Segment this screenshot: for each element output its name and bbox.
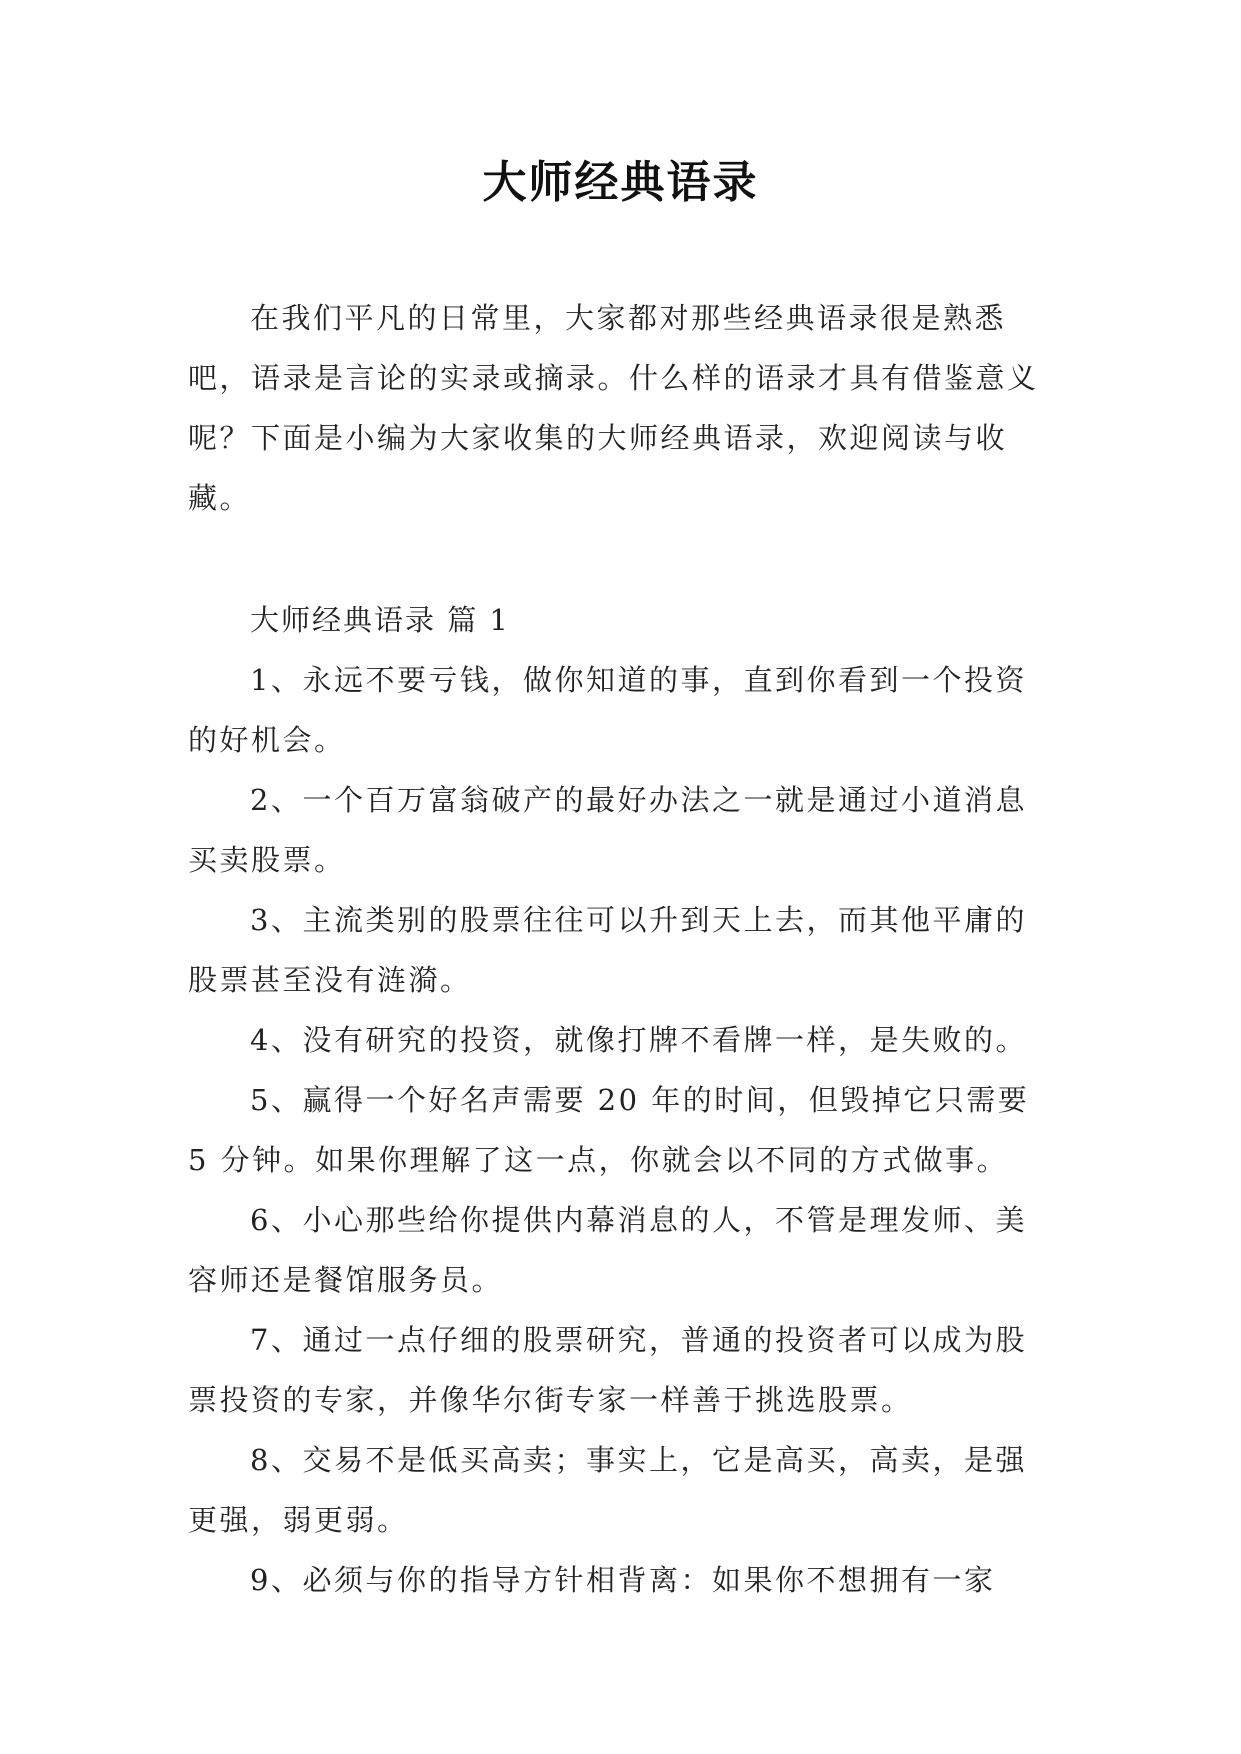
quote-item-2: 2、一个百万富翁破产的最好办法之一就是通过小道消息买卖股票。 <box>188 783 1027 877</box>
document-body <box>188 288 1048 1610</box>
section-heading: 大师经典语录 篇 1 <box>250 603 510 637</box>
quote-item-1: 1、永远不要亏钱，做你知道的事，直到你看到一个投资的好机会。 <box>188 663 1027 757</box>
quote-item-8: 8、交易不是低买高卖；事实上，它是高买，高卖，是强更强，弱更弱。 <box>188 1443 1027 1537</box>
quote-item-5: 5、赢得一个好名声需要 20 年的时间，但毁掉它只需要 5 分钟。如果你理解了这一点，你就会以不同的方式做事。 <box>188 1083 1030 1177</box>
quote-item-3: 3、主流类别的股票往往可以升到天上去，而其他平庸的股票甚至没有涟漪。 <box>188 903 1027 997</box>
intro-paragraph: 在我们平凡的日常里，大家都对那些经典语录很是熟悉吧，语录是言论的实录或摘录。什么样的语录才具有借鉴意义呢？下面是小编为大家收集的大师经典语录，欢迎阅读与收藏。 <box>188 301 1039 515</box>
quote-item-4: 4、没有研究的投资，就像打牌不看牌一样，是失败的。 <box>250 1023 1027 1057</box>
quote-item-6: 6、小心那些给你提供内幕消息的人，不管是理发师、美容师还是餐馆服务员。 <box>188 1203 1027 1297</box>
quote-item-9: 9、必须与你的指导方针相背离：如果你不想拥有一家 <box>250 1563 996 1597</box>
document-title: 大师经典语录 <box>482 157 759 208</box>
quote-item-7: 7、通过一点仔细的股票研究，普通的投资者可以成为股票投资的专家，并像华尔街专家一样善于挑选股票。 <box>188 1323 1027 1417</box>
